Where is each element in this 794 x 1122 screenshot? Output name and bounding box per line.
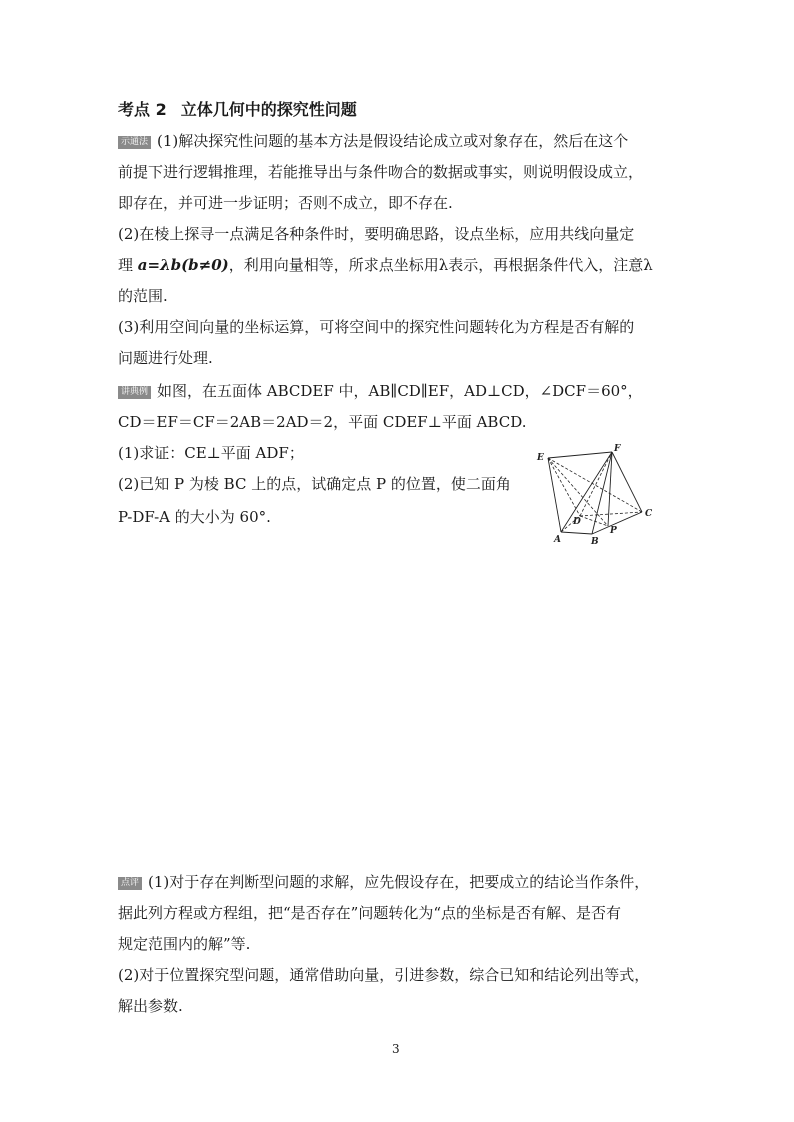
method-line-3: 即存在，并可进一步证明；否则不成立，即不存在. [118, 194, 453, 212]
question-2-line-2: P-DF-A 的大小为 60°. [118, 508, 271, 526]
collinear-formula: a=λb(b≠0) [137, 256, 229, 274]
label-C: C [645, 509, 653, 519]
pentahedron-figure [534, 440, 664, 545]
example-line-1: 讲典例 如图，在五面体 ABCDEF 中，AB∥CD∥EF，AD⊥CD，∠DCF＝60°， [118, 381, 643, 401]
comment-line-2: 据此列方程或方程组，把“是否存在”问题转化为“点的坐标是否有解、是否有 [118, 904, 622, 922]
method-line-8: 问题进行处理. [118, 349, 213, 367]
comment-line-4: (2)对于位置探究型问题，通常借助向量，引进参数，综合已知和结论列出等式， [118, 966, 650, 984]
method-line-7: (3)利用空间向量的坐标运算，可将空间中的探究性问题转化为方程是否有解的 [118, 318, 635, 336]
label-A: A [554, 535, 561, 545]
section-heading [118, 97, 357, 120]
label-E: E [537, 453, 544, 463]
example-line-2: CD＝EF＝CF＝2AB＝2AD＝2，平面 CDEF⊥平面 ABCD. [118, 413, 527, 431]
label-F: F [614, 444, 621, 454]
section-number: 考点 2 [118, 100, 167, 119]
comment-line-1: 点评 (1)对于存在判断型问题的求解，应先假设存在，把要成立的结论当作条件， [118, 872, 649, 892]
label-D: D [573, 517, 581, 527]
method-line-5: 理 a=λb(b≠0)，利用向量相等，所求点坐标用λ表示，再根据条件代入，注意λ [118, 256, 653, 274]
method-line-6: 的范围. [118, 287, 168, 305]
method-line-1: 示通法 (1)解决探究性问题的基本方法是假设结论成立或对象存在，然后在这个 [118, 131, 628, 151]
method-line-2: 前提下进行逻辑推理，若能推导出与条件吻合的数据或事实，则说明假设成立， [118, 163, 644, 181]
method-tag: 示通法 [118, 136, 151, 149]
comment-line-5: 解出参数. [118, 997, 183, 1015]
question-2-line-1: (2)已知 P 为棱 BC 上的点，试确定点 P 的位置，使二面角 [118, 475, 511, 493]
label-P: P [610, 526, 617, 536]
page-number: 3 [392, 1042, 400, 1056]
question-1: (1)求证：CE⊥平面 ADF； [118, 444, 304, 462]
example-tag: 讲典例 [118, 386, 151, 399]
label-B: B [591, 537, 599, 545]
comment-tag: 点评 [118, 877, 142, 890]
method-line-4: (2)在棱上探寻一点满足各种条件时，要明确思路，设点坐标，应用共线向量定 [118, 225, 635, 243]
comment-line-3: 规定范围内的解”等. [118, 935, 251, 953]
section-title: 立体几何中的探究性问题 [180, 100, 357, 119]
